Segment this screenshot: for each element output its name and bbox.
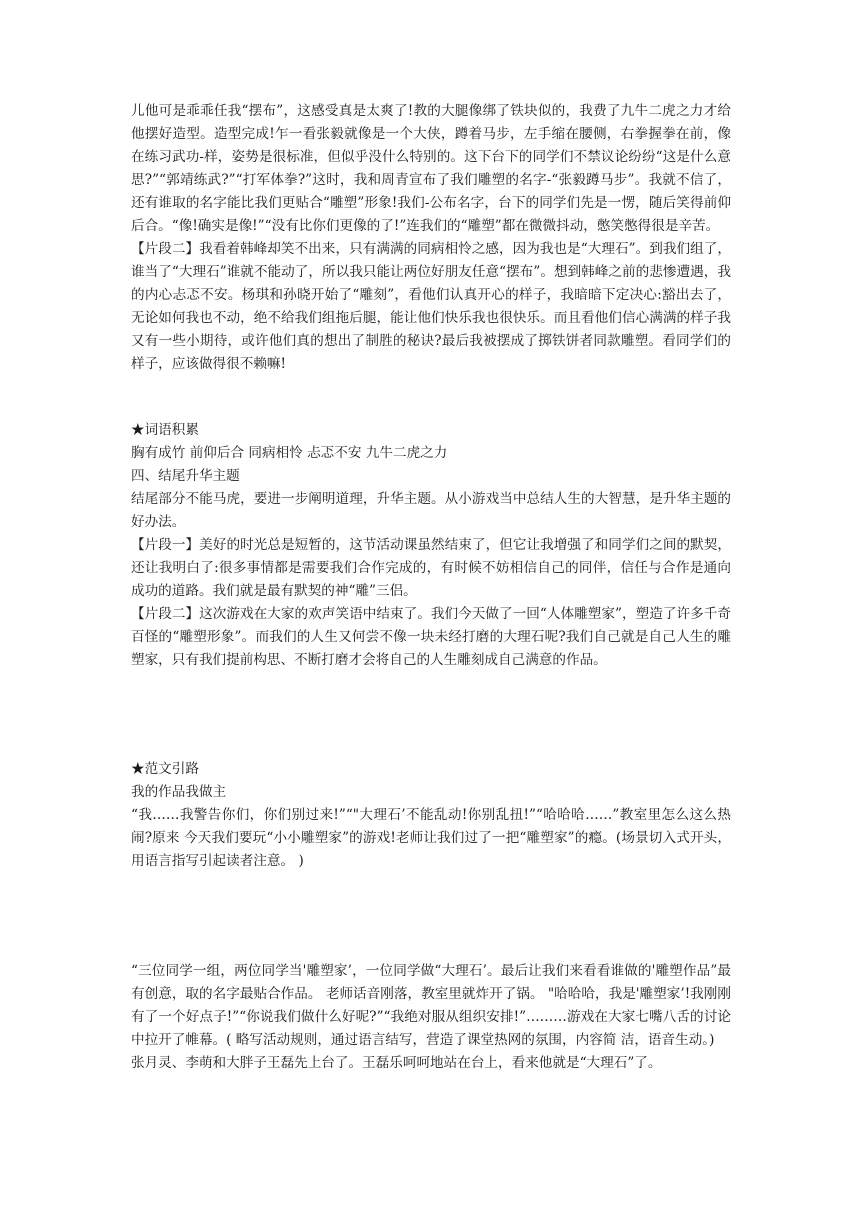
- essay-title: 我的作品我做主: [131, 784, 227, 800]
- heading-model-essay: ★范文引路: [131, 761, 199, 777]
- paragraph-fragment-two: 【片段二】我看着韩峰却笑不出来，只有满满的同病相怜之感，因为我也是“大理石”。到我们组了，谁当了“大理石”谁就不能动了，所以我只能让两位好朋友任意“摆布”。想到韩峰之前的悲惨遭遇，我的内心忐忑不安。杨琪和孙晓开始了“雕刻”，看他们认真开心的样子，我暗暗下定决心:豁出去了，无论如何我也不动，绝不给我们组拖后腿，能让他们快乐我也很快乐。而且看他们信心满满的样子我又有一些小期待，或许他们真的想出了制胜的秘诀?最后我被摆成了掷铁饼者同款雕塑。看同学们的样子，应该做得很不赖嘛!: [131, 241, 731, 372]
- paragraph-ending-fragment-one: 【片段一】美好的时光总是短暂的，这节活动课虽然结束了，但它让我增强了和同学们之间的默契，还让我明白了:很多事情都是需要我们合作完成的，有时候不妨相信自己的同伴，信任与合作是通向成功的道路。我们就是最有默契的神“雕”三侣。: [131, 537, 731, 599]
- section-model-essay: [131, 758, 731, 873]
- paragraph-essay-opening: “我……我警告你们，你们别过来!”“"大理石’不能乱动!你别乱扭!”“哈哈哈……”教室里怎么这么热闹?原来 今天我们要玩“小小雕塑家”的游戏!老师让我们过了一把“雕塑家”的瘾。(场景切入式开头，用语言指写引起读者注意。 ): [131, 807, 731, 869]
- paragraph-essay-stage: 张月灵、李萌和大胖子王磊先上台了。王磊乐呵呵地站在台上，看来他就是“大理石”了。: [131, 1055, 662, 1071]
- paragraph-ending-intro: 结尾部分不能马虎，要进一步阐明道理，升华主题。从小游戏当中总结人生的大智慧，是升华主题的好办法。: [131, 491, 731, 530]
- section-sculpture-fragments: [131, 100, 731, 376]
- section-vocabulary-and-ending: [131, 419, 731, 672]
- vocabulary-list: 胸有成竹 前仰后合 同病相怜 忐忑不安 九牛二虎之力: [131, 445, 448, 461]
- paragraph-fragment-one: 儿他可是乖乖任我“摆布”，这感受真是太爽了!教的大腿像绑了铁块似的，我费了九牛二虎之力才给他摆好造型。造型完成!乍一看张毅就像是一个大侠，蹲着马步，左手缩在腰侧，右拳握拳在前，像在练习武功-样，姿势是很标准，但似乎没什么特别的。这下台下的同学们不禁议论纷纷“这是什么意思?”“郭靖练武?”“打军体拳?”这时，我和周青宣布了我们雕塑的名字-“张毅蹲马步”。我就不信了，还有谁取的名字能比我们更贴合“雕塑”形象!我们-公布名字，台下的同学们先是一愣，随后笑得前仰后合。“像!确实是像!”“没有比你们更像的了!”连我们的“雕塑”都在微微抖动，憋笑憋得很是辛苦。: [131, 103, 731, 234]
- heading-vocabulary: ★词语积累: [131, 422, 199, 438]
- paragraph-essay-rules: “三位同学一组，两位同学当'雕塑家’，一位同学做“大理石’。最后让我们来看看谁做的'雕塑作品”最有创意，取的名字最贴合作品。 老师话音刚落，教室里就炸开了锅。 "哈哈哈，我是'雕塑家’!我刚刚有了一个好点子!”“你说我们做什么好呢?”“我绝对服从组织安排!”………游戏在大家七嘴八舌的讨论中拉开了帷幕。( 略写活动规则，通过语言结写，营造了课堂热网的氛围，内容简 洁，语音生动。): [131, 963, 731, 1048]
- heading-ending: 四、结尾升华主题: [131, 468, 240, 484]
- section-essay-continued: [131, 960, 731, 1075]
- paragraph-ending-fragment-two: 【片段二】这次游戏在大家的欢声笑语中结束了。我们今天做了一回“人体雕塑家”，塑造了许多千奇百怪的“雕塑形象”。而我们的人生又何尝不像一块未经打磨的大理石呢?我们自己就是自己人生的雕塑家，只有我们提前构思、不断打磨才会将自己的人生雕刻成自己满意的作品。: [131, 606, 731, 668]
